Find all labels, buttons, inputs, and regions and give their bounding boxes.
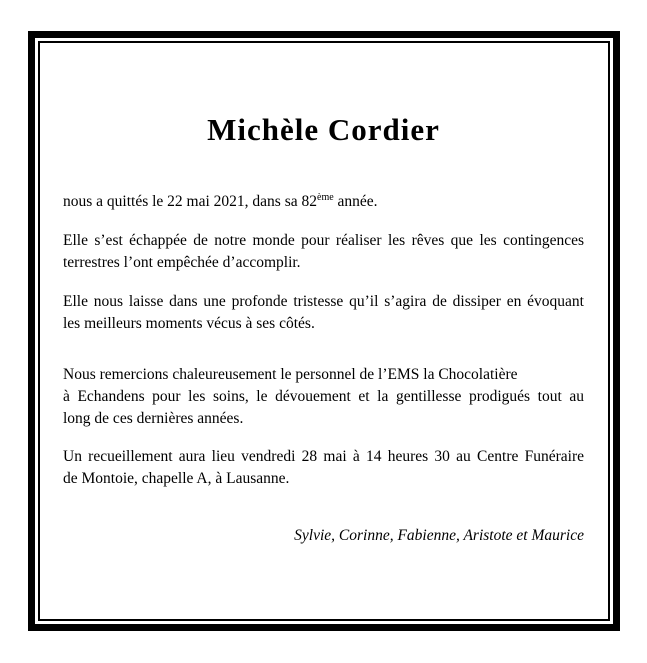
paragraph-ceremony [63,446,584,490]
date-line-text [63,191,584,213]
deceased-name-title: Michèle Cordier [207,112,440,147]
ordinal-superscript: ème [317,191,334,203]
text-line: les meilleurs moments vécus à ses côtés. [63,315,315,332]
death-notice-outer-frame [28,31,620,631]
paragraph-escape [63,230,584,274]
paragraph-sadness [63,291,584,335]
text-line: Elle nous laisse dans une profonde tristesse qu’il s’agira de dissiper en évoquant [63,293,584,310]
death-notice-inner-frame [38,41,610,621]
date-of-death-line [63,191,584,213]
date-line-suffix: année. [333,193,378,210]
paragraph-thanks [63,364,584,430]
notice-content [40,43,608,547]
text-line: Nous remercions chaleureusement le personnel de l’EMS la Chocolatière [63,366,518,383]
text-line: Un recueillement aura lieu vendredi 28 mai à 14 heures 30 au Centre Funéraire [63,448,584,465]
date-line-prefix: nous a quittés le 22 mai 2021, dans sa 82 [63,193,317,210]
text-line: Elle s’est échappée de notre monde pour réaliser les rêves que les contingences [63,232,584,249]
text-line: de Montoie, chapelle A, à Lausanne. [63,470,290,487]
text-line: à Echandens pour les soins, le dévouement et la gentillesse prodigués tout au [63,388,584,405]
text-line: terrestres l’ont empêchée d’accomplir. [63,254,301,271]
text-line: long de ces dernières années. [63,410,244,427]
family-signature: Sylvie, Corinne, Fabienne, Aristote et Maurice [294,527,584,544]
